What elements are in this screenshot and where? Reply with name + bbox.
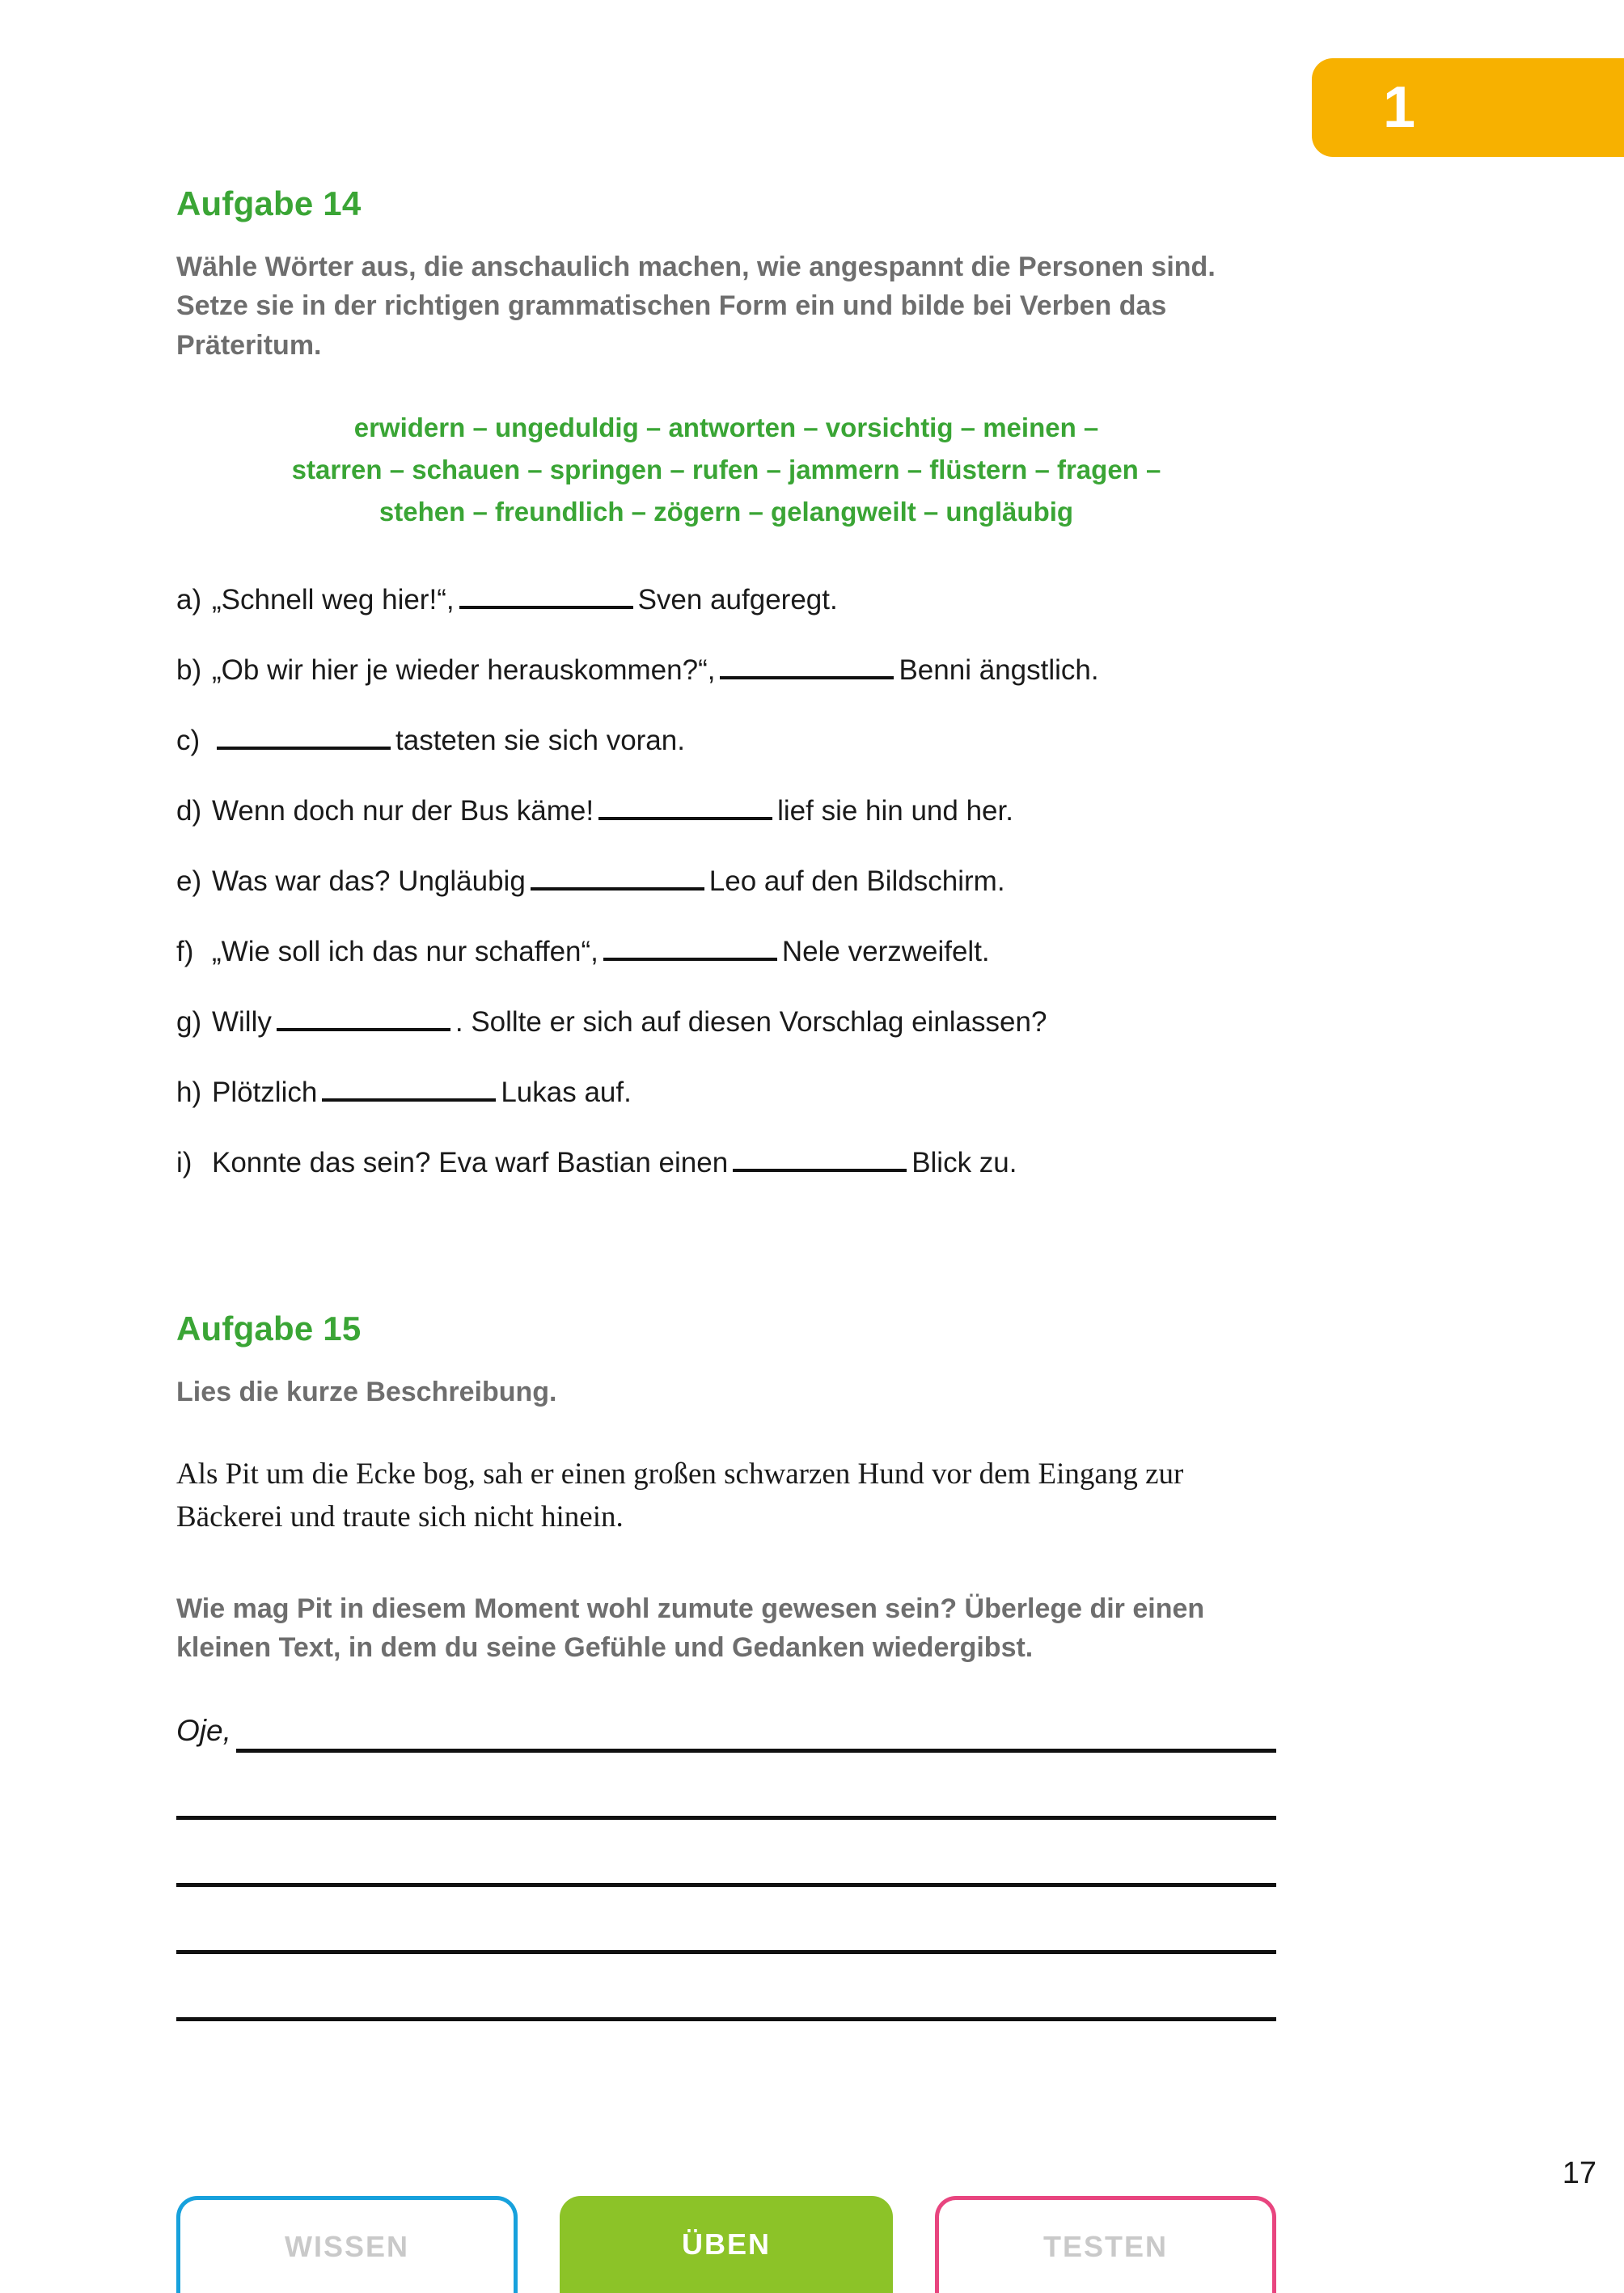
task-14-items bbox=[176, 578, 1276, 1180]
item-marker: a) bbox=[176, 584, 202, 616]
answer-first-line[interactable] bbox=[176, 1714, 1276, 1753]
footer-tab-bar bbox=[176, 2196, 1276, 2293]
item-text-before: Plötzlich bbox=[212, 1077, 318, 1109]
item-marker: b) bbox=[176, 654, 202, 687]
item-text-after: lief sie hin und her. bbox=[777, 795, 1013, 827]
exercise-item-h bbox=[176, 1071, 1276, 1110]
task-15-prompt: Wie mag Pit in diesem Moment wohl zumute gewesen sein? Überlege dir einen kleinen Text, in dem du seine Gefühle und Gedanken wiedergibst. bbox=[176, 1593, 1205, 1663]
task-14-wordbank bbox=[176, 407, 1276, 533]
exercise-item-c bbox=[176, 719, 1276, 758]
exercise-item-i bbox=[176, 1141, 1276, 1180]
answer-blank[interactable] bbox=[598, 789, 772, 820]
answer-blank[interactable] bbox=[720, 649, 894, 679]
item-marker: e) bbox=[176, 865, 202, 898]
writing-line[interactable] bbox=[236, 1749, 1276, 1753]
item-marker: c) bbox=[176, 725, 201, 757]
task-15-answer-area[interactable] bbox=[176, 1714, 1276, 2021]
task-15-heading: Aufgabe 15 bbox=[176, 1309, 362, 1348]
exercise-item-d bbox=[176, 789, 1276, 828]
item-text-before: Was war das? Ungläubig bbox=[212, 865, 526, 898]
chapter-badge bbox=[1312, 58, 1624, 157]
item-text-after: Lukas auf. bbox=[501, 1077, 632, 1109]
tab-ueben[interactable]: ÜBEN bbox=[560, 2196, 893, 2293]
wordbank-line: stehen – freundlich – zögern – gelangweilt – ungläubig bbox=[379, 497, 1074, 527]
page-number: 17 bbox=[1562, 2156, 1597, 2190]
answer-blank[interactable] bbox=[603, 930, 777, 961]
item-text-after: Sven aufgeregt. bbox=[637, 584, 838, 616]
item-text-after: Benni ängstlich. bbox=[899, 654, 1099, 687]
item-text-before: Konnte das sein? Eva warf Bastian einen bbox=[212, 1147, 729, 1179]
item-marker: d) bbox=[176, 795, 202, 827]
item-text-after: tasteten sie sich voran. bbox=[395, 725, 685, 757]
item-marker: h) bbox=[176, 1077, 202, 1109]
wordbank-line: erwidern – ungeduldig – antworten – vorsichtig – meinen – bbox=[353, 412, 1099, 442]
task-15-story-text: Als Pit um die Ecke bog, sah er einen großen schwarzen Hund vor dem Eingang zur Bäckerei und traute sich nicht hinein. bbox=[176, 1457, 1184, 1534]
answer-blank[interactable] bbox=[733, 1141, 907, 1172]
item-text-after: . Sollte er sich auf diesen Vorschlag einlassen? bbox=[455, 1006, 1047, 1039]
task-15-instruction: Lies die kurze Beschreibung. bbox=[176, 1377, 557, 1408]
writing-line[interactable] bbox=[176, 2017, 1276, 2021]
exercise-item-f bbox=[176, 930, 1276, 969]
exercise-item-a bbox=[176, 578, 1276, 617]
item-text-before: Willy bbox=[212, 1006, 272, 1039]
answer-blank[interactable] bbox=[277, 1001, 450, 1031]
tab-wissen[interactable]: WISSEN bbox=[176, 2196, 518, 2293]
item-text-before: Wenn doch nur der Bus käme! bbox=[212, 795, 594, 827]
answer-blank[interactable] bbox=[531, 860, 704, 891]
item-text-before: „Ob wir hier je wieder herauskommen?“, bbox=[212, 654, 716, 687]
answer-blank[interactable] bbox=[459, 578, 633, 609]
page-content bbox=[176, 0, 1276, 2021]
item-marker: i) bbox=[176, 1147, 192, 1179]
item-text-after: Blick zu. bbox=[911, 1147, 1017, 1179]
task-14-heading: Aufgabe 14 bbox=[176, 184, 362, 222]
exercise-item-g bbox=[176, 1001, 1276, 1039]
exercise-item-b bbox=[176, 649, 1276, 687]
item-text-after: Nele verzweifelt. bbox=[781, 936, 990, 968]
answer-starter-text: Oje, bbox=[176, 1714, 231, 1748]
item-text-after: Leo auf den Bildschirm. bbox=[708, 865, 1005, 898]
writing-line[interactable] bbox=[176, 1816, 1276, 1820]
wordbank-line: starren – schauen – springen – rufen – jammern – flüstern – fragen – bbox=[291, 454, 1161, 484]
item-text-before: „Schnell weg hier!“, bbox=[212, 584, 455, 616]
item-marker: f) bbox=[176, 936, 194, 968]
item-text-before: „Wie soll ich das nur schaffen“, bbox=[212, 936, 598, 968]
answer-blank[interactable] bbox=[217, 719, 391, 750]
writing-line[interactable] bbox=[176, 1883, 1276, 1887]
tab-testen[interactable]: TESTEN bbox=[935, 2196, 1276, 2293]
task-14-instruction: Wähle Wörter aus, die anschaulich machen, wie angespannt die Personen sind. Setze sie in der richtigen grammatischen Form ein und bilde bei Verben das Präteritum. bbox=[176, 252, 1216, 361]
writing-line[interactable] bbox=[176, 1950, 1276, 1954]
item-marker: g) bbox=[176, 1006, 202, 1039]
answer-blank[interactable] bbox=[322, 1071, 496, 1102]
exercise-item-e bbox=[176, 860, 1276, 899]
chapter-number: 1 bbox=[1383, 75, 1415, 140]
